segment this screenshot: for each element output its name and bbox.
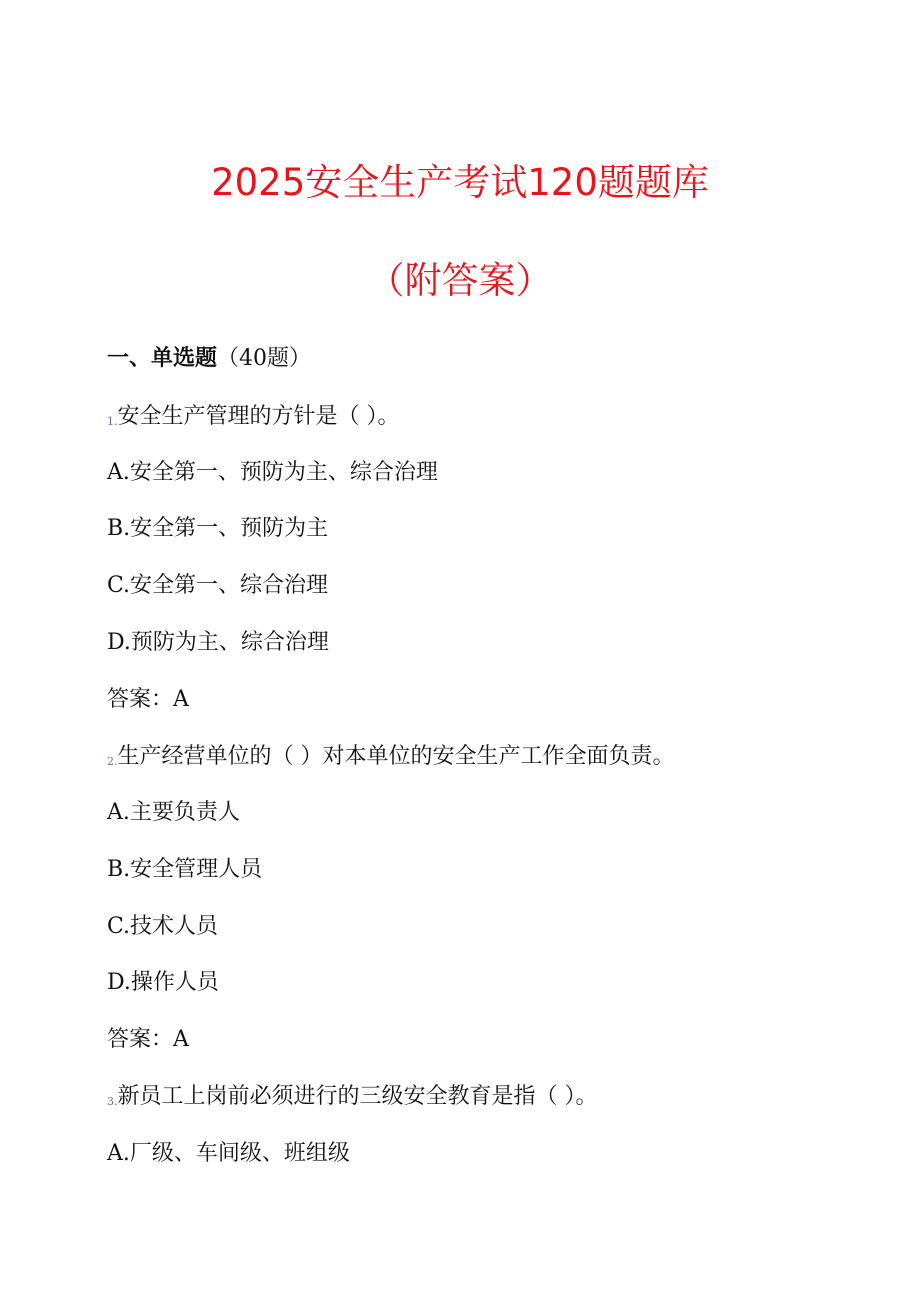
- question-number: 2.: [107, 755, 118, 768]
- question-2-answer: [107, 1025, 189, 1055]
- answer-label: 答案：: [107, 1027, 174, 1052]
- option-letter: C.: [107, 914, 131, 939]
- option-text: 技术人员: [130, 914, 219, 939]
- option-letter: D.: [107, 970, 131, 995]
- option-letter: A.: [107, 1141, 130, 1166]
- question-1: [107, 402, 400, 437]
- question-1-option-d: [107, 628, 329, 658]
- question-number: 3.: [107, 1095, 118, 1108]
- document-subtitle: （附答案）: [367, 259, 553, 302]
- question-2-option-b: [107, 855, 262, 885]
- option-text: 安全管理人员: [130, 857, 263, 882]
- question-1-option-c: [107, 571, 328, 601]
- question-text: 安全生产管理的方针是（ ）。: [117, 404, 400, 429]
- question-1-answer: [107, 685, 189, 715]
- option-text: 安全第一、预防为主、综合治理: [129, 460, 438, 485]
- section-count: （40题）: [217, 346, 312, 371]
- option-letter: B.: [107, 857, 131, 882]
- section-heading: [107, 344, 311, 374]
- option-text: 操作人员: [130, 970, 219, 995]
- question-3: [107, 1082, 598, 1117]
- option-text: 厂级、车间级、班组级: [129, 1141, 350, 1166]
- question-1-option-b: [107, 514, 328, 544]
- question-2-option-a: [107, 798, 240, 828]
- answer-value: A: [173, 1027, 189, 1052]
- option-text: 安全第一、预防为主: [130, 516, 329, 541]
- option-letter: A.: [107, 800, 130, 825]
- question-2: [107, 742, 675, 777]
- question-3-option-a: [107, 1139, 350, 1169]
- option-letter: D.: [107, 630, 131, 655]
- question-1-option-a: [107, 458, 438, 488]
- question-number: 1.: [107, 415, 118, 428]
- option-letter: C.: [107, 573, 131, 598]
- question-2-option-d: [107, 968, 219, 998]
- option-text: 预防为主、综合治理: [130, 630, 329, 655]
- question-text: 新员工上岗前必须进行的三级安全教育是指（ ）。: [117, 1084, 598, 1109]
- question-2-option-c: [107, 912, 218, 942]
- option-letter: A.: [107, 460, 130, 485]
- option-text: 主要负责人: [129, 800, 240, 825]
- answer-label: 答案：: [107, 687, 174, 712]
- document-title: 2025安全生产考试120题题库: [211, 161, 709, 204]
- option-text: 安全第一、综合治理: [130, 573, 329, 598]
- answer-value: A: [173, 687, 189, 712]
- section-title: 一、单选题: [107, 346, 218, 371]
- option-letter: B.: [107, 516, 131, 541]
- question-text: 生产经营单位的（ ）对本单位的安全生产工作全面负责。: [117, 744, 675, 769]
